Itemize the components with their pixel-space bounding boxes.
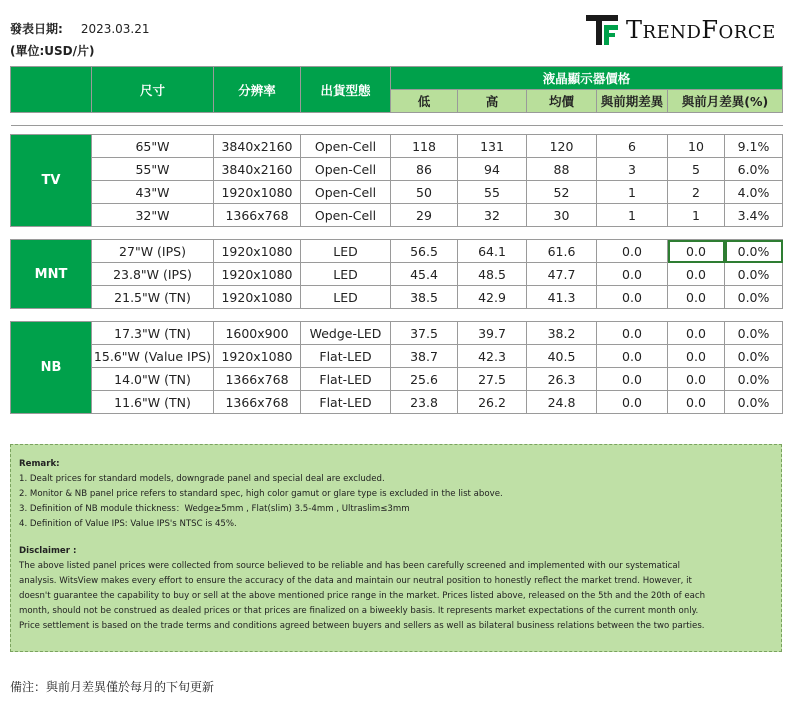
cell-average: 47.7 (527, 263, 597, 286)
unit-label: (單位:USD/片) (10, 44, 95, 58)
section-tv (11, 135, 783, 227)
cell-low: 86 (391, 158, 458, 181)
cell-size: 32"W (92, 204, 214, 227)
cell-size: 14.0"W (TN) (92, 368, 214, 391)
cell-low: 29 (391, 204, 458, 227)
cell-size: 55"W (92, 158, 214, 181)
cell-diff-prev: 0.0 (597, 391, 668, 414)
cell-average: 30 (527, 204, 597, 227)
remark-item: 4. Definition of Value IPS: Value IPS's NTSC is 45%. (19, 519, 237, 529)
cell-diff-month: 10 (668, 135, 725, 158)
cell-low: 50 (391, 181, 458, 204)
cell-resolution: 1920x1080 (214, 263, 301, 286)
cell-resolution: 1920x1080 (214, 181, 301, 204)
cell-size: 65"W (92, 135, 214, 158)
cell-high: 32 (458, 204, 527, 227)
publish-date (10, 20, 150, 37)
header-diff-prev: 與前期差異 (597, 90, 668, 113)
table-row (11, 240, 783, 263)
cell-resolution: 1366x768 (214, 368, 301, 391)
cell-diff-pct: 4.0% (725, 181, 783, 204)
trendforce-logo-icon (586, 15, 618, 45)
cell-diff-pct: 6.0% (725, 158, 783, 181)
cell-diff-prev: 0.0 (597, 263, 668, 286)
publish-date-label: 發表日期: (10, 22, 63, 36)
cell-average: 41.3 (527, 286, 597, 309)
cell-resolution: 1920x1080 (214, 240, 301, 263)
cell-resolution: 1920x1080 (214, 345, 301, 368)
cell-diff-pct: 0.0% (725, 345, 783, 368)
remark-title: Remark: (19, 459, 60, 469)
table-row (11, 322, 783, 345)
cell-type: Open-Cell (301, 181, 391, 204)
cell-size: 43"W (92, 181, 214, 204)
cell-resolution: 1920x1080 (214, 286, 301, 309)
cell-high: 42.9 (458, 286, 527, 309)
cell-diff-month: 1 (668, 204, 725, 227)
cell-diff-prev: 6 (597, 135, 668, 158)
category-tv: TV (11, 135, 92, 227)
table-row (11, 368, 783, 391)
header-low: 低 (391, 90, 458, 113)
cell-high: 131 (458, 135, 527, 158)
table-row (11, 158, 783, 181)
cell-average: 52 (527, 181, 597, 204)
cell-type: Wedge-LED (301, 322, 391, 345)
cell-low: 45.4 (391, 263, 458, 286)
cell-diff-month: 0.0 (668, 240, 725, 263)
category-nb: NB (11, 322, 92, 414)
cell-high: 55 (458, 181, 527, 204)
remark-item: 2. Monitor & NB panel price refers to standard spec, high color gamut or glare type is excluded in the list above. (19, 489, 503, 499)
publish-date-value: 2023.03.21 (80, 22, 150, 36)
cell-diff-pct: 3.4% (725, 204, 783, 227)
cell-low: 56.5 (391, 240, 458, 263)
cell-diff-pct: 0.0% (725, 263, 783, 286)
table-row (11, 391, 783, 414)
cell-diff-month: 0.0 (668, 345, 725, 368)
cell-type: LED (301, 240, 391, 263)
cell-low: 38.7 (391, 345, 458, 368)
cell-type: Flat-LED (301, 391, 391, 414)
cell-diff-pct: 0.0% (725, 391, 783, 414)
cell-type: Flat-LED (301, 368, 391, 391)
cell-diff-month: 0.0 (668, 368, 725, 391)
cell-resolution: 1366x768 (214, 204, 301, 227)
remark-item: 1. Dealt prices for standard models, downgrade panel and special deal are excluded. (19, 474, 385, 484)
remark-item: 3. Definition of NB module thickness：Wedge≥5mm , Flat(slim) 3.5-4mm , Ultraslim≤3mm (19, 504, 410, 514)
cell-type: Open-Cell (301, 158, 391, 181)
cell-diff-prev: 3 (597, 158, 668, 181)
table-row (11, 181, 783, 204)
cell-diff-month: 0.0 (668, 286, 725, 309)
cell-diff-prev: 0.0 (597, 240, 668, 263)
header-resolution: 分辨率 (214, 67, 301, 113)
disclaimer-line: doesn't guarantee the capability to buy or sell at the above mentioned price range in the market. Prices listed above, released on the 5th and the 20th of each (19, 591, 706, 601)
cell-type: LED (301, 263, 391, 286)
cell-high: 48.5 (458, 263, 527, 286)
table-row (11, 345, 783, 368)
disclaimer-line: month, should not be construed as dealed prices or that prices are finalized on a biweekly basis. It represents market expectations of the current month only. (19, 606, 699, 616)
disclaimer-title: Disclaimer : (19, 546, 77, 556)
notes-box (10, 444, 782, 652)
cell-diff-pct: 0.0% (725, 240, 783, 263)
cell-diff-prev: 1 (597, 181, 668, 204)
footer-note: 備注：與前月差異僅於每月的下旬更新 (10, 680, 215, 694)
disclaimer-line: The above listed panel prices were collected from source believed to be reliable and has been carefully screened and implemented with our systematical (19, 561, 680, 571)
cell-low: 118 (391, 135, 458, 158)
header-diff-month: 與前月差異(%) (668, 90, 783, 113)
disclaimer-line: Price settlement is based on the trade terms and conditions agreed between buyers and sellers as well as bilateral business relations between the two parties. (19, 621, 705, 631)
panel-price-table (10, 66, 783, 414)
cell-low: 38.5 (391, 286, 458, 309)
section-nb (11, 322, 783, 414)
cell-size: 11.6"W (TN) (92, 391, 214, 414)
cell-resolution: 1366x768 (214, 391, 301, 414)
cell-average: 88 (527, 158, 597, 181)
cell-high: 42.3 (458, 345, 527, 368)
cell-type: Open-Cell (301, 135, 391, 158)
cell-diff-prev: 0.0 (597, 345, 668, 368)
cell-diff-prev: 0.0 (597, 286, 668, 309)
cell-diff-pct: 0.0% (725, 286, 783, 309)
cell-diff-pct: 0.0% (725, 322, 783, 345)
cell-diff-prev: 0.0 (597, 322, 668, 345)
header-price-group: 液晶顯示器價格 (391, 67, 783, 90)
cell-diff-month: 5 (668, 158, 725, 181)
cell-size: 27"W (IPS) (92, 240, 214, 263)
cell-average: 40.5 (527, 345, 597, 368)
cell-diff-month: 0.0 (668, 322, 725, 345)
cell-average: 24.8 (527, 391, 597, 414)
cell-high: 26.2 (458, 391, 527, 414)
table-row (11, 286, 783, 309)
table-row (11, 135, 783, 158)
cell-size: 21.5"W (TN) (92, 286, 214, 309)
cell-resolution: 3840x2160 (214, 158, 301, 181)
cell-average: 61.6 (527, 240, 597, 263)
cell-high: 94 (458, 158, 527, 181)
cell-diff-pct: 9.1% (725, 135, 783, 158)
cell-high: 27.5 (458, 368, 527, 391)
cell-type: Open-Cell (301, 204, 391, 227)
trendforce-logo (586, 14, 776, 46)
cell-diff-prev: 0.0 (597, 368, 668, 391)
header-size: 尺寸 (92, 67, 214, 113)
category-mnt: MNT (11, 240, 92, 309)
header-shipment-type: 出貨型態 (301, 67, 391, 113)
corner-cell (11, 67, 92, 113)
cell-low: 25.6 (391, 368, 458, 391)
cell-resolution: 3840x2160 (214, 135, 301, 158)
cell-type: LED (301, 286, 391, 309)
cell-diff-month: 0.0 (668, 263, 725, 286)
cell-high: 64.1 (458, 240, 527, 263)
cell-diff-month: 2 (668, 181, 725, 204)
header-average: 均價 (527, 90, 597, 113)
cell-average: 120 (527, 135, 597, 158)
cell-type: Flat-LED (301, 345, 391, 368)
cell-average: 38.2 (527, 322, 597, 345)
table-row (11, 263, 783, 286)
header-high: 高 (458, 90, 527, 113)
cell-average: 26.3 (527, 368, 597, 391)
section-mnt (11, 240, 783, 309)
cell-size: 15.6"W (Value IPS) (92, 345, 214, 368)
cell-low: 37.5 (391, 322, 458, 345)
disclaimer-line: analysis. WitsView makes every effort to ensure the accuracy of the data and maintain our neutral position to honestly reflect the market trend. However, it (19, 576, 692, 586)
cell-size: 23.8"W (IPS) (92, 263, 214, 286)
trendforce-wordmark: TRENDFORCE (626, 16, 776, 44)
cell-high: 39.7 (458, 322, 527, 345)
cell-diff-prev: 1 (597, 204, 668, 227)
cell-low: 23.8 (391, 391, 458, 414)
cell-size: 17.3"W (TN) (92, 322, 214, 345)
cell-diff-month: 0.0 (668, 391, 725, 414)
cell-diff-pct: 0.0% (725, 368, 783, 391)
table-row (11, 204, 783, 227)
cell-resolution: 1600x900 (214, 322, 301, 345)
